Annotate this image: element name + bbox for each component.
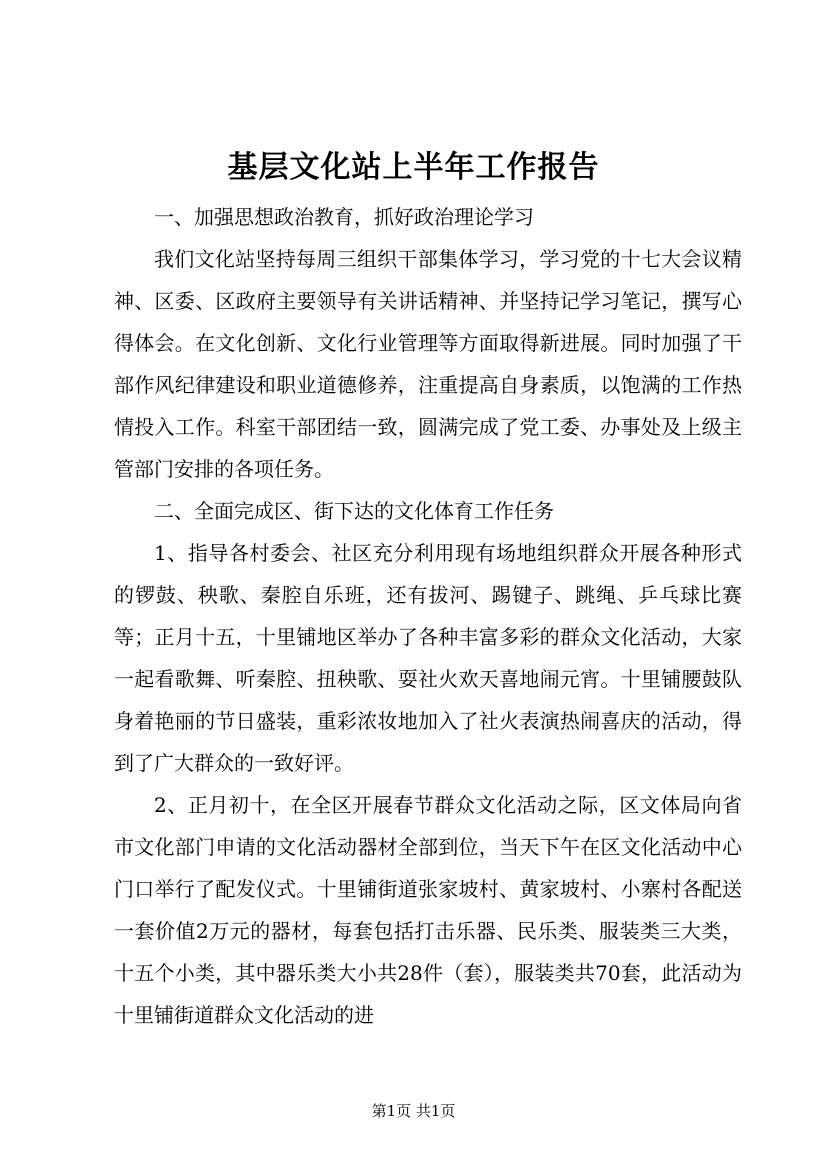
section-heading-1: 一、加强思想政治教育，抓好政治理论学习 xyxy=(154,205,534,229)
paragraph-item-1: 1、指导各村委会、社区充分利用现有场地组织群众开展各种形式的锣鼓、秧歌、秦腔自乐班，还有拔河、踢键子、跳绳、乒乓球比赛等；正月十五，十里铺地区举办了各种丰富多彩的群众文化活动，大家一起看歌舞、听秦腔、扭秧歌、耍社火欢天喜地闹元宵。十里铺腰鼓队身着艳丽的节日盛装，重彩浓妆地加入了社火表演热闹喜庆的活动，得到了广大群众的一致好评。 xyxy=(114,541,742,775)
page-footer: 第1页 共1页 xyxy=(371,1102,456,1120)
paragraph-item-2: 2、正月初十，在全区开展春节群众文化活动之际，区文体局向省市文化部门申请的文化活动器材全部到位，当天下午在区文化活动中心门口举行了配发仪式。十里铺街道张家坡村、黄家坡村、小寨村各配送一套价值2万元的器材，每套包括打击乐器、民乐类、服装类三大类，十五个小类，其中器乐类大小共28件（套），服装类共70套，此活动为十里铺街道群众文化活动的进 xyxy=(114,793,742,1027)
document-body xyxy=(114,196,742,1036)
paragraph-study: 我们文化站坚持每周三组织干部集体学习，学习党的十七大会议精神、区委、区政府主要领导有关讲话精神、并坚持记学习笔记，撰写心得体会。在文化创新、文化行业管理等方面取得新进展。同时加强了干部作风纪律建设和职业道德修养，注重提高自身素质，以饱满的工作热情投入工作。科室干部团结一致，圆满完成了党工委、办事处及上级主管部门安排的各项任务。 xyxy=(114,247,742,481)
document-title: 基层文化站上半年工作报告 xyxy=(227,150,600,185)
section-heading-2: 二、全面完成区、街下达的文化体育工作任务 xyxy=(154,499,554,523)
